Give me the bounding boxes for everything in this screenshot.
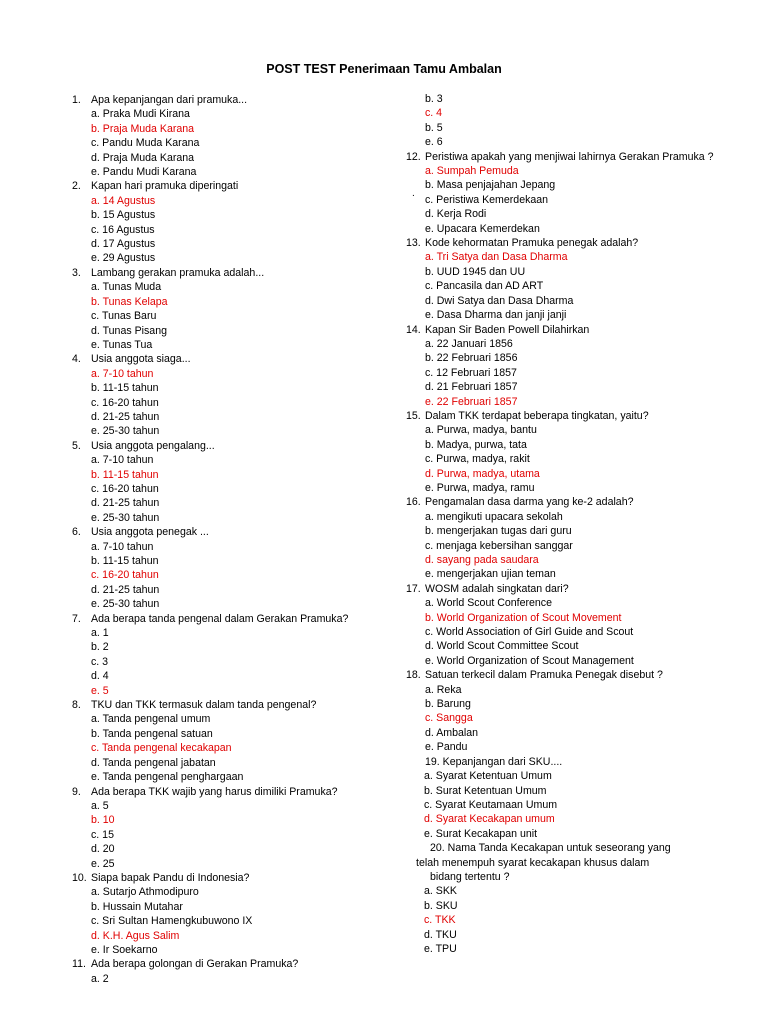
- answer-option: d. 21-25 tahun: [91, 410, 160, 423]
- left-column: [72, 93, 372, 986]
- question-item: [406, 150, 726, 236]
- answer-option: b. Surat Ketentuan Umum: [424, 784, 547, 797]
- answer-option: c. 16-20 tahun: [91, 482, 159, 495]
- answer-option: b. mengerjakan tugas dari guru: [425, 525, 572, 538]
- answer-option: e. 25-30 tahun: [91, 511, 160, 524]
- answer-option: d. Dwi Satya dan Dasa Dharma: [425, 294, 574, 307]
- question-text: Pengamalan dasa darma yang ke-2 adalah?: [425, 496, 634, 509]
- question-item: [406, 668, 726, 754]
- answer-option: d. Tanda pengenal jabatan: [91, 756, 216, 769]
- answer-option-correct: c. TKK: [424, 914, 456, 927]
- answer-option: d. World Scout Committee Scout: [425, 640, 579, 653]
- answer-option-correct: d. Purwa, madya, utama: [425, 467, 540, 480]
- question-item: [72, 179, 372, 265]
- answer-option: a. 7-10 tahun: [91, 540, 154, 553]
- answer-option: b. SKU: [424, 899, 458, 912]
- question-item: [406, 495, 726, 581]
- answer-option-correct: e. 5: [91, 684, 109, 697]
- question-number: 7.: [72, 612, 81, 625]
- question-text: Apa kepanjangan dari pramuka...: [91, 94, 248, 106]
- answer-option: a. 5: [91, 799, 109, 812]
- answer-option: c. Tunas Baru: [91, 310, 157, 323]
- answer-option: e. 25: [91, 857, 115, 870]
- answer-option-correct: c. Sangga: [425, 712, 473, 725]
- question-number: 13.: [406, 237, 421, 250]
- answer-option: e. TPU: [424, 942, 457, 955]
- question-item: [406, 841, 726, 956]
- answer-option: a. 22 Januari 1856: [425, 337, 513, 350]
- answer-option: a. 1: [91, 627, 109, 640]
- question-text: Lambang gerakan pramuka adalah...: [91, 266, 265, 279]
- answer-option: e. mengerjakan ujian teman: [425, 568, 556, 581]
- answer-option: e. 25-30 tahun: [91, 425, 160, 438]
- question-number: 18.: [406, 669, 421, 682]
- question-item: [72, 93, 372, 179]
- answer-option: d. 21-25 tahun: [91, 497, 160, 510]
- answer-option: d. 17 Agustus: [91, 238, 156, 251]
- answer-option-correct: b. Praja Muda Karana: [91, 122, 195, 135]
- answer-option: b. Madya, purwa, tata: [425, 438, 527, 451]
- question-text: Ada berapa TKK wajib yang harus dimiliki Pramuka?: [91, 785, 338, 798]
- question-number: 11.: [72, 958, 86, 971]
- question-text: Kapan hari pramuka diperingati: [91, 180, 239, 193]
- answer-option: a. Syarat Ketentuan Umum: [424, 770, 552, 783]
- question-item: [72, 525, 372, 611]
- answer-option: b. 22 Februari 1856: [425, 352, 518, 365]
- answer-option-correct: a. 14 Agustus: [91, 194, 156, 207]
- answer-option: d. Tunas Pisang: [91, 324, 167, 337]
- question-text: Usia anggota siaga...: [91, 353, 191, 366]
- question-text: WOSM adalah singkatan dari?: [425, 582, 569, 595]
- question-text: 20. Nama Tanda Kecakapan untuk seseorang yang: [430, 842, 671, 855]
- answer-option-correct: a. 7-10 tahun: [91, 367, 154, 380]
- question-number: 4.: [72, 353, 81, 366]
- answer-option: c. 16-20 tahun: [91, 396, 159, 409]
- answer-option: a. mengikuti upacara sekolah: [425, 510, 563, 523]
- question-number: 10.: [72, 871, 87, 884]
- answer-option: a. 2: [91, 972, 109, 985]
- question-item: [406, 755, 726, 841]
- answer-option: e. Purwa, madya, ramu: [425, 481, 535, 494]
- question-item: [406, 409, 726, 495]
- answer-option: b. 11-15 tahun: [91, 555, 159, 567]
- question-number: 14.: [406, 323, 421, 336]
- answer-option: e. Surat Kecakapan unit: [424, 827, 538, 840]
- answer-option: c. 16 Agustus: [91, 223, 155, 236]
- question-number: 8.: [72, 699, 81, 712]
- answer-option-correct: a. Tri Satya dan Dasa Dharma: [425, 251, 568, 264]
- answer-option-correct: b. Tunas Kelapa: [91, 295, 168, 308]
- answer-option: d. Kerja Rodi: [425, 208, 487, 221]
- answer-option: e. Pandu Mudi Karana: [91, 166, 197, 179]
- question-number: 9.: [72, 785, 81, 798]
- answer-option: d. Ambalan: [425, 726, 479, 739]
- question-text: bidang tertentu ?: [430, 870, 510, 883]
- question-number: 5.: [72, 439, 81, 452]
- question-text: telah menempuh syarat kecakapan khusus dalam: [416, 856, 650, 869]
- answer-option-correct: c. Tanda pengenal kecakapan: [91, 742, 232, 755]
- answer-option: e. Ir Soekarno: [91, 943, 158, 956]
- answer-option: a. Tanda pengenal umum: [91, 713, 211, 726]
- question-item: [72, 785, 372, 871]
- answer-option-correct: d. Syarat Kecakapan umum: [424, 813, 555, 826]
- question-text: Siapa bapak Pandu di Indonesia?: [91, 871, 250, 884]
- answer-option: e. Upacara Kemerdekan: [425, 222, 540, 235]
- answer-option: a. Reka: [425, 683, 462, 696]
- answer-option: a. World Scout Conference: [425, 597, 552, 610]
- answer-option: b. 11-15 tahun: [91, 382, 159, 395]
- question-item: [406, 582, 726, 668]
- stray-mark: .: [412, 188, 415, 199]
- answer-option: d. 21 Februari 1857: [425, 381, 518, 394]
- answer-option: a. Sutarjo Athmodipuro: [91, 886, 199, 899]
- question-text: TKU dan TKK termasuk dalam tanda pengenal?: [91, 699, 317, 712]
- question-text: Usia anggota penegak ...: [91, 526, 209, 539]
- answer-option: a. SKK: [424, 885, 457, 898]
- answer-option: b. Tanda pengenal satuan: [91, 727, 213, 740]
- question-number: 6.: [72, 526, 81, 539]
- answer-option: e. Tanda pengenal penghargaan: [91, 771, 244, 784]
- answer-option-correct: b. 11-15 tahun: [91, 468, 159, 481]
- answer-option: c. Peristiwa Kemerdekaan: [425, 193, 549, 206]
- answer-option: b. 5: [425, 121, 443, 134]
- answer-option: c. Syarat Keutamaan Umum: [424, 798, 558, 811]
- question-text: Satuan terkecil dalam Pramuka Penegak disebut ?: [425, 669, 663, 682]
- answer-option: a. Purwa, madya, bantu: [425, 424, 537, 437]
- answer-option: b. Barung: [425, 698, 471, 711]
- question-text: Ada berapa tanda pengenal dalam Gerakan Pramuka?: [91, 612, 349, 625]
- answer-option: c. 15: [91, 828, 114, 841]
- answer-option: c. Purwa, madya, rakit: [425, 453, 530, 466]
- answer-option: b. 3: [425, 93, 443, 105]
- question-text: Peristiwa apakah yang menjiwai lahirnya Gerakan Pramuka ?: [425, 150, 714, 163]
- answer-option: b. Hussain Mutahar: [91, 900, 183, 913]
- answer-option: e. 6: [425, 136, 443, 149]
- answer-option: b. UUD 1945 dan UU: [425, 265, 526, 278]
- question-item: [406, 323, 726, 409]
- answer-option: c. 3: [91, 655, 109, 668]
- answer-option: d. Praja Muda Karana: [91, 151, 195, 164]
- question-number: 1.: [72, 94, 81, 106]
- answer-option: a. Tunas Muda: [91, 281, 162, 294]
- answer-option-correct: d. sayang pada saudara: [425, 554, 539, 566]
- question-number: 3.: [72, 266, 81, 279]
- answer-option: c. menjaga kebersihan sanggar: [425, 539, 573, 552]
- answer-option: e. Tunas Tua: [91, 338, 153, 351]
- right-column: [406, 92, 726, 956]
- answer-option-correct: e. 22 Februari 1857: [425, 395, 518, 408]
- answer-option-correct: d. K.H. Agus Salim: [91, 929, 180, 942]
- answer-option: c. World Association of Girl Guide and Scout: [425, 626, 634, 639]
- answer-option: e. World Organization of Scout Management: [425, 654, 634, 667]
- answer-option: e. 29 Agustus: [91, 252, 156, 265]
- answer-option: d. 4: [91, 670, 109, 683]
- answer-option-correct: c. 4: [425, 107, 443, 120]
- question-text: 19. Kepanjangan dari SKU....: [425, 755, 563, 768]
- page-title: POST TEST Penerimaan Tamu Ambalan: [266, 62, 502, 76]
- question-item: [72, 352, 372, 438]
- question-item: [406, 236, 726, 322]
- question-number: 17.: [406, 582, 421, 595]
- question-number: 15.: [406, 409, 421, 422]
- question-item: [72, 957, 372, 986]
- answer-option: c. 12 Februari 1857: [425, 366, 517, 379]
- answer-option: c. Pandu Muda Karana: [91, 137, 200, 150]
- question-text: Usia anggota pengalang...: [91, 439, 215, 452]
- answer-option: c. Pancasila dan AD ART: [425, 280, 544, 293]
- answer-option-correct: b. 10: [91, 814, 115, 827]
- answer-option: e. Pandu: [425, 741, 468, 754]
- answer-option: b. Masa penjajahan Jepang: [425, 179, 556, 192]
- question-item: [72, 266, 372, 352]
- answer-option: b. 15 Agustus: [91, 209, 156, 222]
- question-text: Kapan Sir Baden Powell Dilahirkan: [425, 323, 590, 336]
- question-item: [72, 871, 372, 957]
- answer-option: d. TKU: [424, 928, 457, 941]
- question-item: [72, 612, 372, 698]
- answer-option: d. 20: [91, 843, 115, 856]
- question-number: 16.: [406, 496, 421, 509]
- answer-option: b. 2: [91, 641, 109, 654]
- question-text: Ada berapa golongan di Gerakan Pramuka?: [91, 958, 299, 971]
- answer-option-correct: a. Sumpah Pemuda: [425, 165, 519, 178]
- answer-option: e. 25-30 tahun: [91, 598, 160, 611]
- question-number: 12.: [406, 150, 421, 163]
- answer-option: a. Praka Mudi Kirana: [91, 108, 190, 121]
- question-text: Kode kehormatan Pramuka penegak adalah?: [425, 237, 639, 250]
- answer-option: c. Sri Sultan Hamengkubuwono IX: [91, 915, 253, 928]
- question-number: 2.: [72, 180, 81, 193]
- answer-option: d. 21-25 tahun: [91, 583, 160, 596]
- answer-option-correct: b. World Organization of Scout Movement: [425, 611, 622, 624]
- answer-option: a. 7-10 tahun: [91, 454, 154, 467]
- answer-option: e. Dasa Dharma dan janji janji: [425, 309, 567, 322]
- question-item: [72, 439, 372, 525]
- question-text: Dalam TKK terdapat beberapa tingkatan, yaitu?: [425, 409, 649, 422]
- answer-option-correct: c. 16-20 tahun: [91, 569, 159, 582]
- question-item: [72, 698, 372, 784]
